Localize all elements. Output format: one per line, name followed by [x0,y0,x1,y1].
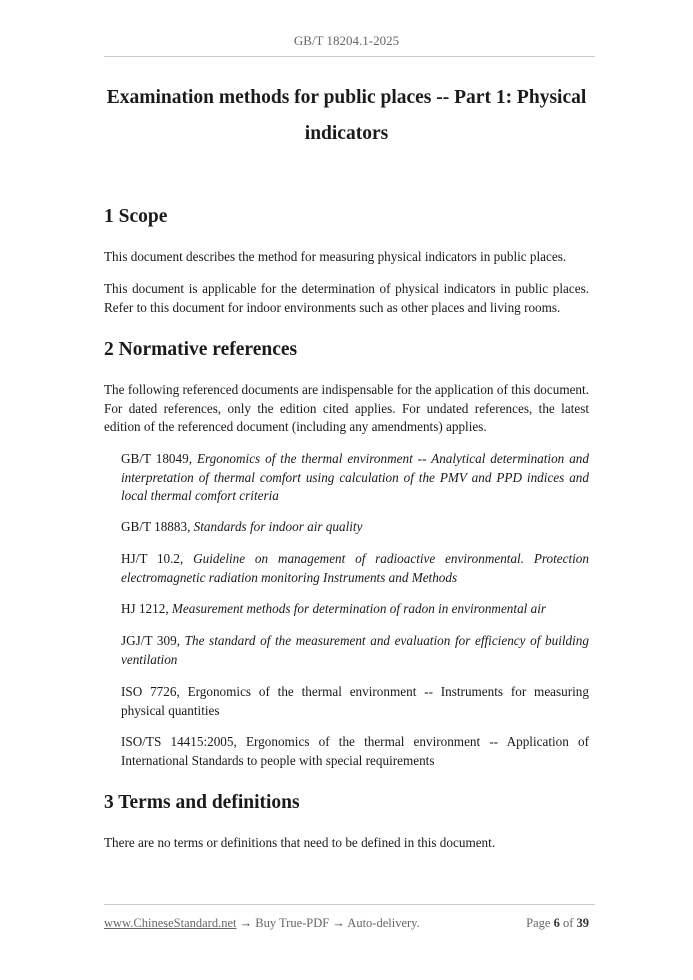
section-heading-scope: 1 Scope [104,206,168,227]
section-heading-terms: 3 Terms and definitions [104,792,300,813]
scope-paragraph: This document describes the method for measuring physical indicators in public places. [104,249,567,264]
reference-title: The standard of the measurement and evaluation for efficiency of building ventilation [121,633,589,667]
reference-title: Ergonomics of the thermal environment -- Application of International Standards to people with special requirements [121,734,590,768]
section-heading-normative-references: 2 Normative references [104,339,298,360]
reference-code: HJ/T 10.2, [121,551,194,566]
reference-item [121,733,589,770]
reference-item [121,683,589,720]
arrow-right-icon: → [332,916,345,930]
total-pages: 39 [576,916,589,930]
page-number [526,916,589,931]
document-title: Examination methods for public places -- Part 1: Physical indicators [106,87,587,144]
reference-code: GB/T 18883, [121,519,194,534]
reference-item [121,550,589,587]
page-label: Page [526,916,554,930]
normative-intro-paragraph: The following referenced documents are indispensable for the application of this document. For dated references, only the edition cited applies. For undated references, the latest edition of the referenced document (including any amendments) applies. [104,382,589,434]
auto-delivery-text: Auto-delivery. [344,916,420,930]
current-page: 6 [553,916,560,930]
reference-code: ISO 7726, [121,684,188,699]
footer-divider [104,904,595,905]
reference-title: Ergonomics of the thermal environment -- Analytical determination and interpretation of thermal comfort using calculation of the PMV and PPD indices and local thermal comfort criteria [121,451,589,503]
reference-item [121,450,589,506]
header-divider [104,56,595,57]
reference-title: Measurement methods for determination of radon in environmental air [171,601,547,616]
arrow-right-icon: → [239,916,253,930]
terms-paragraph: There are no terms or definitions that need to be defined in this document. [104,835,496,850]
reference-title: Ergonomics of the thermal environment -- Instruments for measuring physical quantities [121,684,589,718]
reference-code: ISO/TS 14415:2005, [121,734,246,749]
scope-paragraph: This document is applicable for the determination of physical indicators in public places. Refer to this document for indoor environments such as other places and living rooms. [104,281,589,315]
reference-item [121,632,589,669]
site-link[interactable]: www.ChineseStandard.net [104,916,237,930]
reference-item [121,600,589,619]
reference-code: JGJ/T 309, [121,633,185,648]
reference-code: HJ 1212, [121,601,172,616]
reference-title: Guideline on management of radioactive environmental. Protection electromagnetic radiation monitoring Instruments and Methods [121,551,589,585]
page-of-label: of [559,916,577,930]
buy-true-pdf-text: Buy True-PDF [252,916,333,930]
page-footer [104,916,589,931]
reference-title: Standards for indoor air quality [193,519,363,534]
reference-code: GB/T 18049, [121,451,197,466]
standard-code-header: GB/T 18204.1-2025 [293,33,400,48]
reference-item [121,518,589,537]
